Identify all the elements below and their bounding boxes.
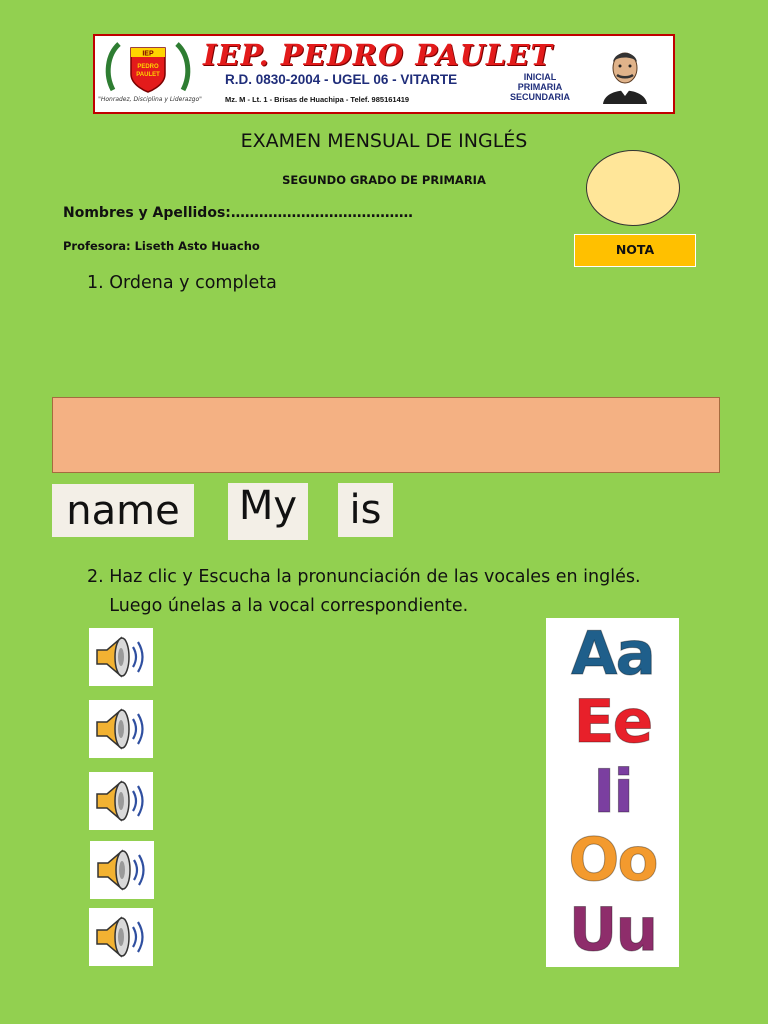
answer-drop-area[interactable] xyxy=(52,397,720,473)
school-resolution: R.D. 0830-2004 - UGEL 06 - VITARTE xyxy=(225,72,458,87)
question-2-line-2: Luego únelas a la vocal correspondiente. xyxy=(87,596,469,616)
word-card-name[interactable]: name xyxy=(52,484,194,537)
student-name-field[interactable]: Nombres y Apellidos:………………………………… xyxy=(63,205,413,221)
svg-text:PAULET: PAULET xyxy=(136,72,160,78)
grade-score-oval[interactable] xyxy=(586,150,680,226)
speaker-button-e[interactable] xyxy=(89,700,153,758)
speaker-button-o[interactable] xyxy=(90,841,154,899)
school-name: IEP. PEDRO PAULET xyxy=(203,38,553,72)
vowel-uu[interactable]: Uu xyxy=(568,895,657,965)
teacher-name: Profesora: Liseth Asto Huacho xyxy=(63,239,260,253)
school-address: Mz. M - Lt. 1 - Brisas de Huachipa - Telef. 985161419 xyxy=(225,95,410,104)
speaker-button-a[interactable] xyxy=(89,628,153,686)
speaker-icon xyxy=(91,910,151,964)
svg-text:PEDRO: PEDRO xyxy=(137,64,159,70)
question-1-prompt: 1. Ordena y completa xyxy=(87,273,277,293)
school-motto: "Honradez, Disciplina y Liderazgo" xyxy=(98,96,202,103)
vowel-oo[interactable]: Oo xyxy=(568,825,657,895)
school-crest-logo xyxy=(103,40,193,96)
vowels-panel xyxy=(546,618,679,967)
exam-grade: SEGUNDO GRADO DE PRIMARIA xyxy=(282,173,486,187)
level-inicial: INICIAL xyxy=(523,72,557,82)
word-card-is[interactable]: is xyxy=(338,483,393,537)
speaker-icon xyxy=(91,774,151,828)
speaker-icon xyxy=(91,702,151,756)
speaker-button-i[interactable] xyxy=(89,772,153,830)
vowel-aa[interactable]: Aa xyxy=(571,619,654,689)
vowel-ee[interactable]: Ee xyxy=(573,687,652,757)
word-card-my[interactable]: My xyxy=(228,483,308,540)
level-secundaria: SECUNDARIA xyxy=(509,92,570,102)
speaker-icon xyxy=(91,630,151,684)
svg-text:IEP: IEP xyxy=(142,50,154,58)
founder-portrait xyxy=(595,44,655,104)
level-primaria: PRIMARIA xyxy=(517,82,563,92)
question-2-line-1: 2. Haz clic y Escucha la pronunciación de las vocales en inglés. xyxy=(87,567,641,587)
nota-label: NOTA xyxy=(574,234,696,267)
school-levels xyxy=(500,72,580,102)
school-header-banner xyxy=(93,34,675,114)
speaker-icon xyxy=(92,843,152,897)
exam-title: EXAMEN MENSUAL DE INGLÉS xyxy=(240,130,528,152)
vowel-ii[interactable]: Ii xyxy=(593,757,632,827)
question-2-prompt xyxy=(87,563,641,621)
speaker-button-u[interactable] xyxy=(89,908,153,966)
